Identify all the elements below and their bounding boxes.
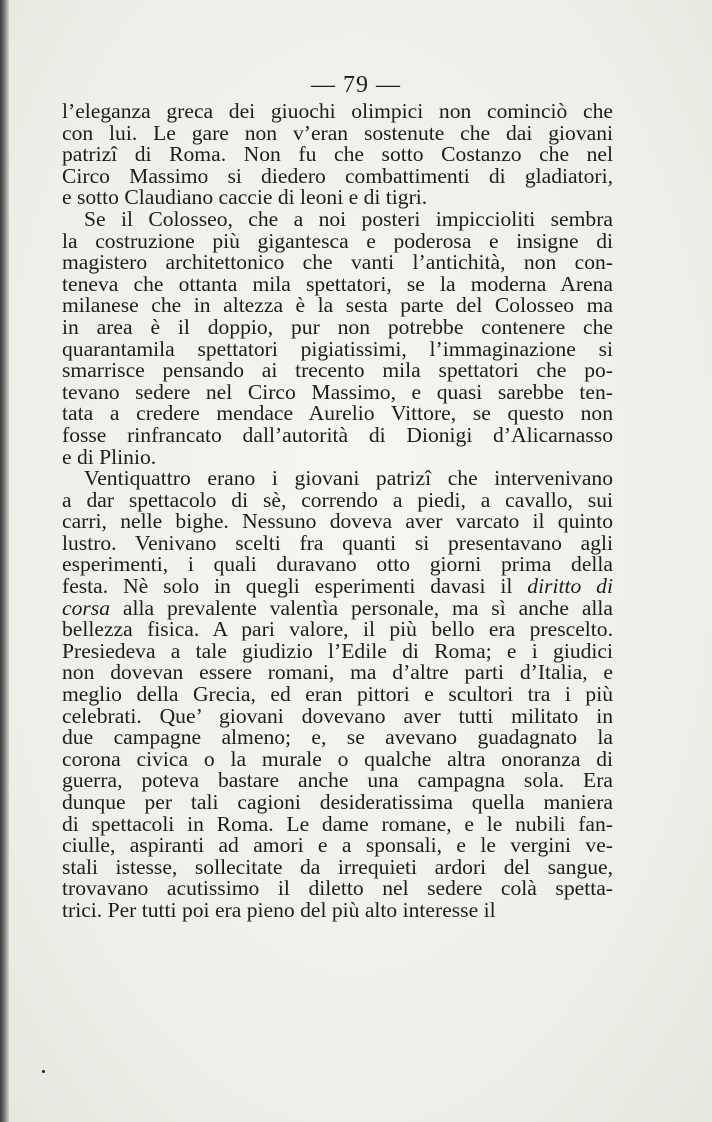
text-line: Circo Massimo si diedero combattimenti di gladiatori,: [62, 163, 613, 188]
text-line: celebrati. Que’ giovani dovevano aver tutti militato in: [62, 703, 613, 728]
text-line: tevano sedere nel Circo Massimo, e quasi sarebbe ten-: [62, 379, 613, 404]
text-line: teneva che ottanta mila spettatori, se la moderna Arena: [62, 271, 613, 296]
text-line: con lui. Le gare non v’eran sostenute che dai giovani: [62, 120, 613, 145]
text-line: [62, 595, 613, 620]
text-line: e di Plinio.: [62, 444, 157, 469]
body-text: [62, 101, 613, 922]
text-line: guerra, poteva bastare anche una campagna sola. Era: [62, 768, 613, 793]
text-line: lustro. Venivano scelti fra quanti si presentavano agli: [62, 530, 613, 555]
text-line: meglio della Grecia, ed eran pittori e scultori tra i più: [62, 682, 613, 707]
text-line: milanese che in altezza è la sesta parte del Colosseo ma: [62, 293, 613, 318]
text-line: stali istesse, sollecitate da irrequieti ardori del sangue,: [62, 854, 613, 879]
text-line: corona civica o la murale o qualche altra onoranza di: [62, 746, 613, 771]
text-line: Presiedeva a tale giudizio l’Edile di Roma; e i giudici: [62, 638, 613, 663]
text-line: esperimenti, i quali duravano otto giorni prima della: [62, 552, 613, 577]
page-number: — 79 —: [311, 72, 401, 98]
text-line: di spettacoli in Roma. Le dame romane, e le nubili fan-: [62, 811, 613, 836]
text-line: magistero architettonico che vanti l’antichità, non con-: [62, 250, 613, 275]
text-line: dunque per tali cagioni desideratissima quella maniera: [62, 790, 613, 814]
ink-speck: [42, 1070, 45, 1073]
text-line: carri, nelle bighe. Nessuno doveva aver varcato il quinto: [62, 509, 613, 534]
text-line: quarantamila spettatori pigiatissimi, l’immaginazione si: [62, 336, 613, 361]
text-line: smarrisce pensando ai trecento mila spettatori che po-: [62, 358, 613, 383]
text-run: alla prevalente valentìa personale, ma sì anche alla: [110, 595, 613, 620]
text-line: Se il Colosseo, che a noi posteri impiccioliti sembra: [84, 206, 613, 231]
text-line: ciulle, aspiranti ad amori e a sponsali, e le vergini ve-: [62, 833, 613, 858]
text-line: l’eleganza greca dei giuochi olimpici non cominciò che: [62, 99, 613, 123]
text-line: Ventiquattro erano i giovani patrizî che intervenivano: [84, 466, 613, 491]
text-line: bellezza fisica. A pari valore, il più bello era prescelto.: [62, 617, 613, 642]
italic-term: corsa: [62, 595, 110, 620]
text-line: tata a credere mendace Aurelio Vittore, se questo non: [62, 401, 613, 426]
text-line: trovavano acutissimo il diletto nel sedere colà spetta-: [62, 876, 613, 901]
text-line: e sotto Claudiano caccie di leoni e di tigri.: [62, 185, 428, 210]
text-line: fosse rinfrancato dall’autorità di Dionigi d’Alicarnasso: [62, 422, 613, 447]
text-line: patrizî di Roma. Non fu che sotto Costanzo che nel: [62, 142, 613, 167]
text-line: in area è il doppio, pur non potrebbe contenere che: [62, 314, 613, 339]
text-line: a dar spettacolo di sè, correndo a piedi, a cavallo, sui: [62, 487, 613, 512]
text-line: trici. Per tutti poi era pieno del più alto interesse il: [62, 897, 496, 922]
text-line: non dovevan essere romani, ma d’altre parti d’Italia, e: [62, 660, 613, 685]
page-binding-shadow: [0, 0, 9, 1122]
text-run: festa. Nè solo in quegli esperimenti davasi il: [62, 574, 528, 599]
text-line: la costruzione più gigantesca e poderosa e insigne di: [62, 228, 613, 253]
text-line: [62, 576, 613, 598]
italic-term: diritto di: [527, 574, 613, 599]
text-line: due campagne almeno; e, se avevano guadagnato la: [62, 725, 613, 750]
